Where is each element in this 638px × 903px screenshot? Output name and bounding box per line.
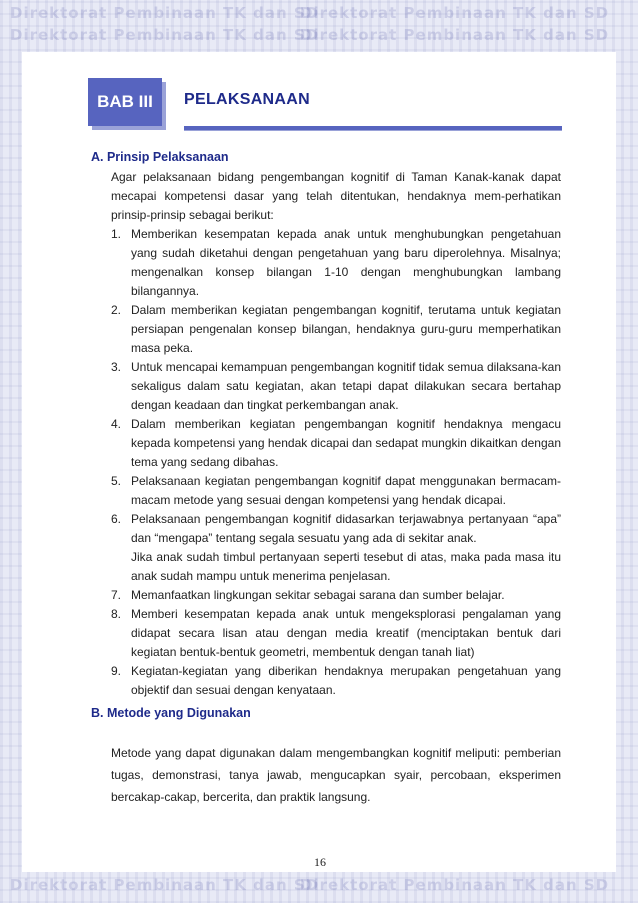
list-item-text: Pelaksanaan pengembangan kognitif didasarkan terjawabnya pertanyaan “apa” dan “mengapa” tentang segala sesuatu yang ada di sekitar anak. <box>131 512 561 545</box>
page-number: 16 <box>314 855 326 869</box>
chapter-label-box <box>88 78 162 126</box>
list-item-number: 6. <box>111 512 122 526</box>
list-item-text: Dalam memberikan kegiatan pengembangan kognitif, terutama untuk kegiatan persiapan pengenalan konsep bilangan, hendaknya guru-guru memperhatikan masa peka. <box>131 303 561 355</box>
watermark-top: Direktorat Pembinaan TK dan SD <box>300 4 610 22</box>
list-item-text: Kegiatan-kegiatan yang diberikan hendaknya merupakan pengetahuan yang objektif dan sesuai dengan kenyataan. <box>131 664 561 697</box>
list-item-extra-text: Jika anak sudah timbul pertanyaan seperti tesebut di atas, maka pada masa itu anak sudah mampu untuk menerima penjelasan. <box>131 550 561 583</box>
list-item-text: Pelaksanaan kegiatan pengembangan kognitif dapat menggunakan bermacam-macam metode yang sesuai dengan kompetensi yang hendak dicapai. <box>131 474 561 507</box>
chapter-label: BAB III <box>97 92 153 111</box>
list-item-text: Dalam memberikan kegiatan pengembangan kognitif hendaknya mengacu kepada kompetensi yang hendak dicapai dan sedapat mungkin dikaitkan dengan tema yang sedang dibahas. <box>131 417 561 469</box>
list-item-text: Memanfaatkan lingkungan sekitar sebagai sarana dan sumber belajar. <box>131 588 505 602</box>
section-a-intro: Agar pelaksanaan bidang pengembangan kognitif di Taman Kanak-kanak dapat mecapai kompetensi dasar yang telah ditentukan, hendaknya mem-perhatikan prinsip-prinsip sebagai berikut: <box>111 170 561 222</box>
list-item-number: 5. <box>111 474 122 488</box>
list-item-number: 3. <box>111 360 122 374</box>
watermark-bottom: Direktorat Pembinaan TK dan SD <box>300 876 610 894</box>
list-item <box>111 510 561 586</box>
list-item <box>111 662 561 700</box>
list-item <box>111 301 561 358</box>
list-item-text: Memberi kesempatan kepada anak untuk mengeksplorasi pengalaman yang didapat secara lisan atau dengan media kreatif (menciptakan bentuk dari kegiatan bentuk-bentuk geometri, membentuk dengan tanah liat) <box>131 607 561 659</box>
watermark-top: Direktorat Pembinaan TK dan SD <box>10 4 320 22</box>
list-item <box>111 225 561 301</box>
title-underline <box>184 126 562 131</box>
list-item <box>111 415 561 472</box>
list-item-number: 2. <box>111 303 122 317</box>
list-item <box>111 605 561 662</box>
list-item <box>111 358 561 415</box>
list-item-text: Untuk mencapai kemampuan pengembangan kognitif tidak semua dilaksana-kan sekaligus dalam satu kegiatan, akan tetapi dapat dilakukan secara bertahap dengan keadaan dan tingkat perkembangan anak. <box>131 360 561 412</box>
list-item-number: 8. <box>111 607 122 621</box>
list-item <box>111 586 561 605</box>
list-item-text: Memberikan kesempatan kepada anak untuk menghubungkan pengetahuan yang sudah diketahui dengan pengetahuan yang baru diperolehnya. Misalnya; mengenalkan konsep bilangan 1-10 dengan menghubungkan lambang bilangannya. <box>131 227 561 298</box>
section-b-body: Metode yang dapat digunakan dalam mengembangkan kognitif meliputi: pemberian tugas, demonstrasi, tanya jawab, mengucapkan syair, percobaan, eksperimen bercakap-cakap, bercerita, dan praktik langsung. <box>111 746 561 804</box>
list-item <box>111 472 561 510</box>
watermark-bottom: Direktorat Pembinaan TK dan SD <box>10 876 320 894</box>
list-item-number: 7. <box>111 588 122 602</box>
watermark-top: Direktorat Pembinaan TK dan SD <box>300 26 610 44</box>
section-b-heading: B. Metode yang Digunakan <box>91 706 251 720</box>
section-a-heading: A. Prinsip Pelaksanaan <box>91 150 229 164</box>
list-item-number: 9. <box>111 664 122 678</box>
list-item-number: 1. <box>111 227 122 241</box>
list-item-number: 4. <box>111 417 122 431</box>
watermark-top: Direktorat Pembinaan TK dan SD <box>10 26 320 44</box>
chapter-title: PELAKSANAAN <box>184 91 310 108</box>
